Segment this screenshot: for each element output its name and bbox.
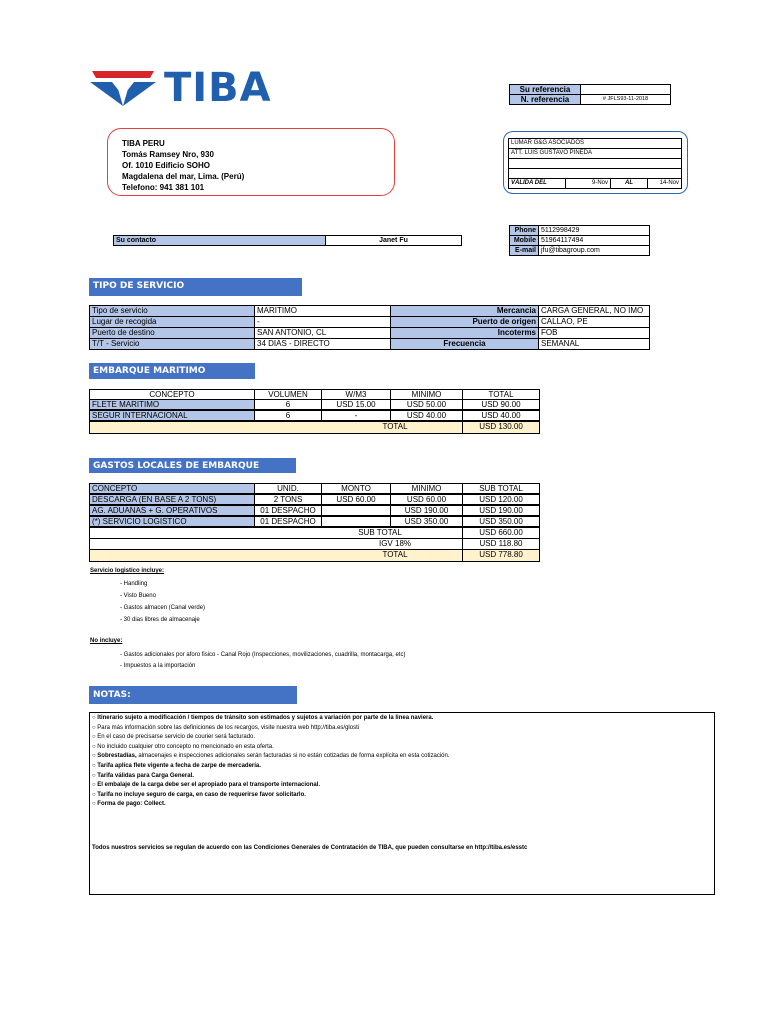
no-incluye-item: - Impuestos a la importación <box>120 663 196 669</box>
email-value: jfu@tibagroup.com <box>538 245 650 256</box>
emb-col-wm3: W/M3 <box>321 389 391 400</box>
gl-row-1-monto: USD 60.00 <box>321 494 391 505</box>
gl-row-3-concepto: (*) SERVICIO LOGISTICO <box>89 516 255 527</box>
email-label: E-mail <box>509 245 539 256</box>
emb-col-total: TOTAL <box>462 389 540 400</box>
office-line-5: Telefono: 941 381 101 <box>122 183 205 192</box>
office-line-2: Tomás Ramsey Nro, 930 <box>122 150 214 159</box>
gl-row-2-concepto: AG. ADUANAS + G. OPERATIVOS <box>89 505 255 516</box>
gl-col-subtotal: SUB TOTAL <box>462 483 540 494</box>
gl-total-value: USD 778.80 <box>462 549 540 562</box>
ts-label-1: Tipo de servicio <box>89 305 255 317</box>
emb-col-volumen: VOLUMEN <box>254 389 322 400</box>
gl-row-2-monto <box>321 505 391 516</box>
client-name: LUMAR G&G ASOCIADOS <box>508 138 682 149</box>
nota-line-2: ○ Para más información sobre las definiciones de los recargos, visite nuestra web http://tiba.es/glosti <box>92 724 360 731</box>
ts-value-3: - <box>254 316 391 328</box>
gl-col-unid: UNID. <box>254 483 322 494</box>
nota-line-7: ○ Tarifa válidas para Carga General. <box>92 772 194 779</box>
emb-row-2-concepto: SEGUR INTERNACIONAL <box>89 410 255 421</box>
gl-row-2-unid: 01 DESPACHO <box>254 505 322 516</box>
gl-igv-value: USD 118.80 <box>462 538 540 550</box>
valid-al-label: AL <box>610 178 648 189</box>
gl-subtotal-label: SUB TOTAL <box>89 527 463 539</box>
tiba-logo-text: TIBA <box>164 65 272 111</box>
ts-label-4: Puerto de origen <box>390 316 539 328</box>
ts-label-2: Mercancia <box>390 305 539 317</box>
ts-label-5: Puerto de destino <box>89 327 255 339</box>
ts-value-2: CARGA GENERAL, NO IMO <box>538 305 650 317</box>
valid-from: 9-Nov <box>565 178 611 189</box>
nota-line-9: ○ Tarifa no incluye seguro de carga, en caso de requerirse favor solicitarlo. <box>92 791 306 798</box>
su-contacto-label: Su contacto <box>113 235 326 246</box>
incluye-item: - 30 dias libres de almacenaje <box>120 617 200 623</box>
no-incluye-list <box>120 650 405 672</box>
gl-row-1-unid: 2 TONS <box>254 494 322 505</box>
ts-value-4: CALLAO, PE <box>538 316 650 328</box>
valid-label: VÁLIDA DEL <box>508 178 566 189</box>
tiba-logo <box>90 65 280 112</box>
nota-line-5: ○ Sobrestadías, almacenajes e inspecciones adicionales serán facturadas si no están cotizadas de forma explícita en esta cotización. <box>92 753 450 760</box>
emb-total-value: USD 130.00 <box>462 421 540 434</box>
gl-row-1-concepto: DESCARGA (EN BASE A 2 TONS) <box>89 494 255 505</box>
gl-col-monto: MONTO <box>321 483 391 494</box>
emb-col-minimo: MINIMO <box>390 389 463 400</box>
office-address-box <box>107 128 395 196</box>
ts-label-8: Frecuencia <box>390 338 539 350</box>
gl-row-2-subtotal: USD 190.00 <box>462 505 540 516</box>
gl-row-3-minimo: USD 350.00 <box>390 516 463 527</box>
no-incluye-title: No incluye: <box>90 638 123 644</box>
incluye-item: - Gastos almacen (Canal verde) <box>120 605 206 611</box>
incluye-item: - Visto Bueno <box>120 593 156 599</box>
emb-col-concepto: CONCEPTO <box>89 389 255 400</box>
emb-row-1-total: USD 90.00 <box>462 399 540 410</box>
emb-row-1-concepto: FLETE MARITIMO <box>89 399 255 410</box>
client-att: ATT. LUIS GUSTAVO PINEDA <box>508 148 682 159</box>
n-referencia-label: N. referencia <box>509 94 581 105</box>
office-line-1: TIBA PERU <box>122 139 165 148</box>
gl-row-3-subtotal: USD 350.00 <box>462 516 540 527</box>
office-line-4: Magdalena del mar, Lima. (Perú) <box>122 172 245 181</box>
mobile-label: Mobile <box>509 235 539 246</box>
emb-row-2-wm3: - <box>321 410 391 421</box>
gl-col-minimo: MINIMO <box>390 483 463 494</box>
nota-line-10: ○ Forma de pago: Collect. <box>92 801 166 808</box>
office-line-3: Of. 1010 Edificio SOHO <box>122 161 211 170</box>
gl-igv-label: IGV 18% <box>89 538 463 550</box>
embarque-header: EMBARQUE MARITIMO <box>89 363 255 379</box>
incluye-title: Servicio logistico incluye: <box>90 568 165 574</box>
tipo-servicio-header: TIPO DE SERVICIO <box>89 278 302 296</box>
gl-subtotal-value: USD 660.00 <box>462 527 540 539</box>
no-incluye-item: - Gastos adicionales por aforo fisico - Canal Rojo (Inspecciones, movilizaciones, cuadrilla, montacarga, etc) <box>120 652 406 658</box>
emb-row-2-total: USD 40.00 <box>462 410 540 421</box>
gl-col-concepto: CONCEPTO <box>89 483 255 494</box>
ts-label-7: T/T - Servicio <box>89 338 255 350</box>
ts-value-1: MARITIMO <box>254 305 391 317</box>
phone-label: Phone <box>509 225 539 236</box>
gl-row-1-subtotal: USD 120.00 <box>462 494 540 505</box>
emb-row-1-volumen: 6 <box>254 399 322 410</box>
gl-row-2-minimo: USD 190.00 <box>390 505 463 516</box>
nota-line-1: ○ Itinerario sujeto a modificación / tiempos de tránsito son estimados y sujetos a variación por parte de la linea naviera. <box>92 715 434 721</box>
ts-value-7: 34 DIAS - DIRECTO <box>254 338 391 350</box>
mobile-value: 51964117494 <box>538 235 650 246</box>
su-contacto-name: Janet Fu <box>325 235 462 246</box>
emb-row-2-minimo: USD 40.00 <box>390 410 463 421</box>
gastos-header: GASTOS LOCALES DE EMBARQUE <box>89 458 296 473</box>
gl-row-1-minimo: USD 60.00 <box>390 494 463 505</box>
valid-to: 14-Nov <box>647 178 682 189</box>
phone-value: 5112998429 <box>538 225 650 236</box>
notas-footer: Todos nuestros servicios se regulan de acuerdo con las Condiciones Generales de Contratación de TIBA, que pueden consultarse en http://tiba.es/esstc <box>92 844 528 851</box>
ts-value-6: FOB <box>538 327 650 339</box>
nota-line-4: ○ No incluido cualquier otro concepto no mencionado en esta oferta. <box>92 743 274 750</box>
nota-line-8: ○ El embalaje de la carga debe ser el apropiado para el transporte internacional. <box>92 782 321 789</box>
gl-row-3-monto <box>321 516 391 527</box>
incluye-list <box>120 578 205 626</box>
emb-row-1-minimo: USD 50.00 <box>390 399 463 410</box>
su-referencia-label: Su referencia <box>509 84 581 95</box>
emb-total-label: TOTAL <box>89 421 463 434</box>
n-referencia-value: # JFLS93-11-2018 <box>580 94 671 105</box>
nota-line-3: ○ En el caso de precisarse servicio de courier será facturado. <box>92 734 256 741</box>
ts-label-6: Incoterms <box>390 327 539 339</box>
gl-row-3-unid: 01 DESPACHO <box>254 516 322 527</box>
emb-row-1-wm3: USD 15.00 <box>321 399 391 410</box>
incluye-item: - Handling <box>120 581 148 587</box>
gl-total-label: TOTAL <box>89 549 463 562</box>
notas-box <box>89 712 715 895</box>
ts-value-5: SAN ANTONIO, CL <box>254 327 391 339</box>
nota-line-6: ○ Tarifa aplica flete vigente a fecha de zarpe de mercadería. <box>92 762 261 769</box>
emb-row-2-volumen: 6 <box>254 410 322 421</box>
ts-label-3: Lugar de recogida <box>89 316 255 328</box>
notas-header: NOTAS: <box>89 686 297 704</box>
ts-value-8: SEMANAL <box>538 338 650 350</box>
